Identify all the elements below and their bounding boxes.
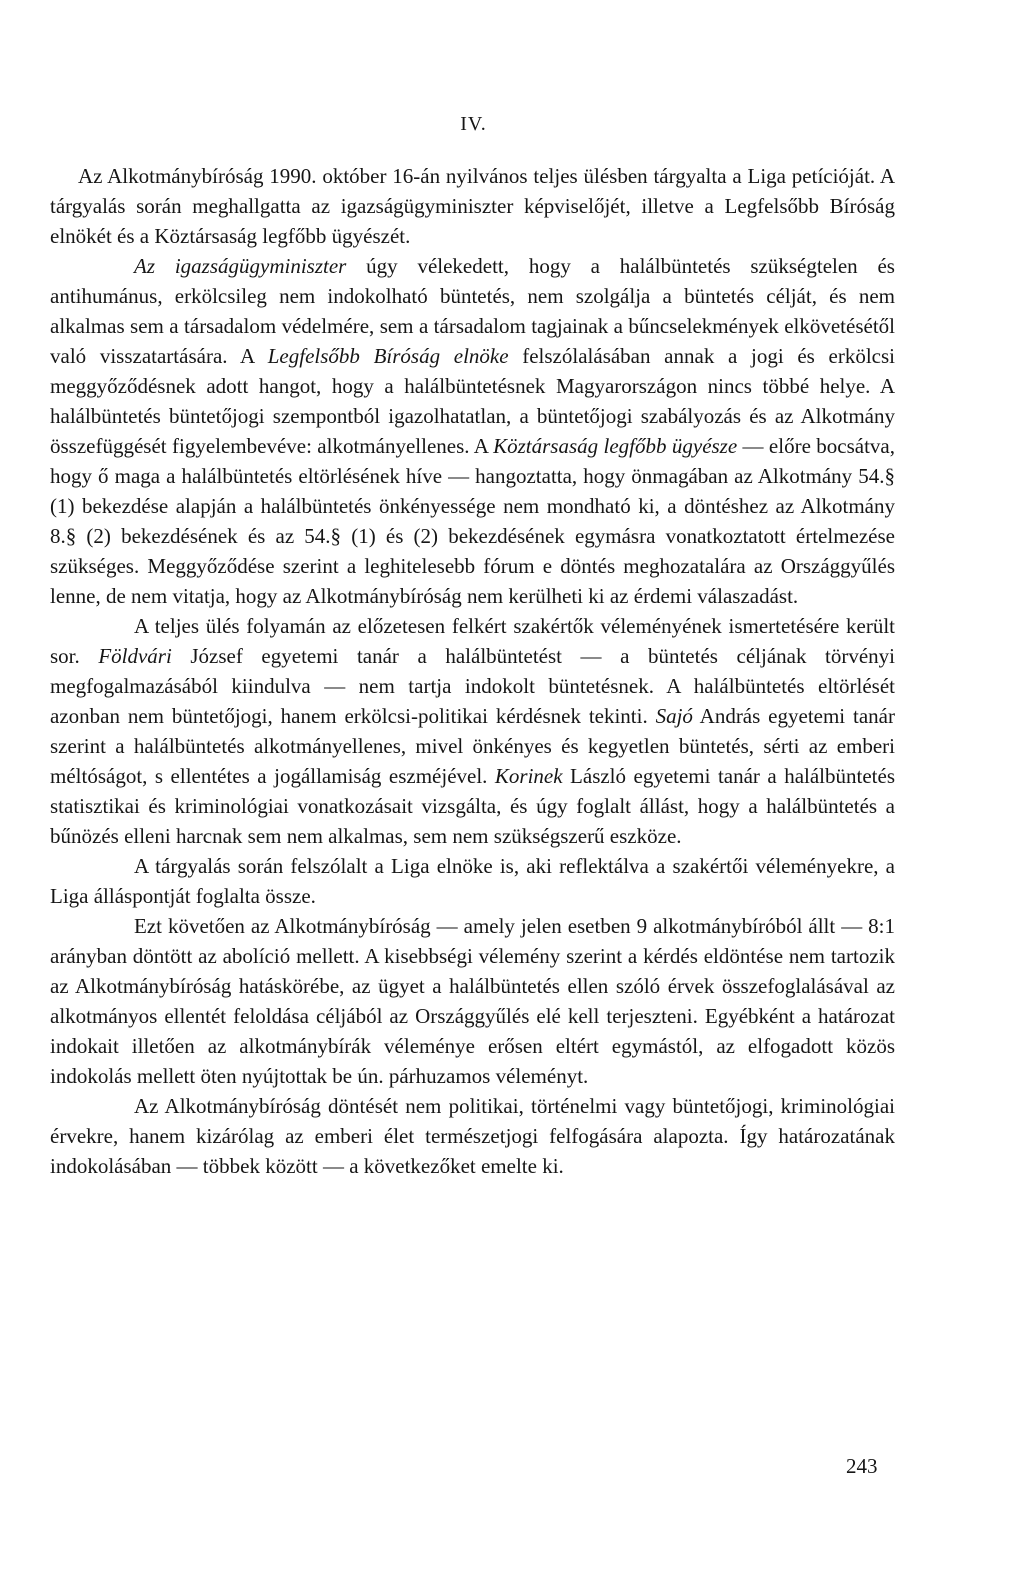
section-heading: IV. — [460, 113, 487, 135]
text-segment: Az Alkotmánybíróság 1990. október 16-án nyilvános teljes ülésben tárgyalta a Liga petícióját. A tárgyalás során meghallgatta az igazságügyminiszter képviselőjét, illetve a Legfelsőbb Bíróság elnökét és a Köztársaság legfőbb ügyészét. — [50, 164, 895, 248]
text-segment: László egyetemi tanár a halálbüntetés statisztikai és kriminológiai vonatkozásait vizsgálta, és úgy foglalt állást, hogy a halálbüntetés a bűnözés elleni harcnak sem nem alkalmas, sem nem szükségszerű eszköze. — [50, 764, 895, 848]
text-segment: Ezt követően az Alkotmánybíróság — amely jelen esetben 9 alkotmánybíróból állt — 8:1 arányban döntött az abolíció mellett. A kisebbségi vélemény szerint a kérdés eldöntése nem tartozik az Alkotmánybíróság hatáskörébe, az ügyet a halálbüntetés ellen szóló érvek összefoglalásával az alkotmányos ellentét feloldása céljából az Országgyűlés elé kell terjeszteni. Egyébként a határozat indokait illetően az alkotmánybírák véleménye erősen eltért egymástól, az elfogadott közös indokolás mellett öten nyújtottak be ún. párhuzamos véleményt. — [50, 914, 895, 1088]
italic-name-segment: Az igazságügyminiszter — [134, 254, 347, 278]
page-number: 243 — [846, 1454, 878, 1478]
paragraph — [50, 251, 895, 611]
body-text — [50, 161, 895, 1181]
text-segment: felszólalásában annak a jogi és erkölcsi meggyőződésnek adott hangot, hogy a halálbüntetésnek Magyarországon nincs többé helye. A halálbüntetés büntetőjogi szempontból igazolhatatlan, a büntetőjogi szabályozás és az Alkotmány összefüggését figyelembevéve: alkotmányellenes. A — [50, 344, 896, 458]
text-segment: Az Alkotmánybíróság döntését nem politikai, történelmi vagy büntetőjogi, kriminológiai érvekre, hanem kizárólag az emberi élet természetjogi felfogására alapozta. Így határozatának indokolásában — többek között — a következőket emelte ki. — [50, 1094, 895, 1178]
paragraph — [50, 1091, 895, 1181]
italic-name-segment: Földvári — [98, 644, 172, 668]
italic-name-segment: Legfelsőbb Bíróság elnöke — [267, 344, 509, 368]
italic-name-segment: Köztársaság legfőbb ügyésze — [493, 434, 738, 458]
text-segment: — előre bocsátva, hogy ő maga a halálbüntetés eltörlésének híve — hangoztatta, hogy önmagában az Alkotmány 54.§ (1) bekezdése alapján a halálbüntetés önkényessége nem mondható ki, a döntéshez az Alkotmány 8.§ (2) bekezdésének és az 54.§ (1) és (2) bekezdésének egymásra vonatkoztatott értelmezése szükséges. Meggyőződése szerint a leghitelesebb fórum e döntés meghozatalára az Országgyűlés lenne, de nem vitatja, hogy az Alkotmánybíróság nem kerülheti ki az érdemi válaszadást. — [50, 434, 895, 608]
text-segment: úgy vélekedett, hogy a halálbüntetés szükségtelen és antihumánus, erkölcsileg nem indokolható büntetés, nem szolgálja a büntetés célját, és nem alkalmas sem a társadalom védelmére, sem a társadalom tagjainak a bűncselekmények elkövetésétől való visszatartására. A — [50, 254, 895, 368]
italic-name-segment: Korinek — [494, 764, 563, 788]
text-segment: A teljes ülés folyamán az előzetesen felkért szakértők véleményének ismertetésére került sor. — [50, 614, 895, 668]
italic-name-segment: Sajó — [655, 704, 693, 728]
text-segment: A tárgyalás során felszólalt a Liga elnöke is, aki reflektálva a szakértői véleményekre, a Liga álláspontját foglalta össze. — [50, 854, 895, 908]
paragraph — [50, 851, 895, 911]
paragraph — [50, 161, 895, 251]
paragraph — [50, 911, 895, 1091]
text-segment: András egyetemi tanár szerint a halálbüntetés alkotmányellenes, mivel önkényes és kegyetlen büntetés, sérti az emberi méltóságot, s ellentétes a jogállamiság eszméjével. — [50, 704, 895, 788]
text-segment: József egyetemi tanár a halálbüntetést — a büntetés céljának törvényi megfogalmazásából kiindulva — nem tartja indokolt büntetésnek. A halálbüntetés eltörlését azonban nem büntetőjogi, hanem erkölcsi-politikai kérdésnek tekinti. — [50, 644, 895, 728]
paragraph — [50, 611, 895, 851]
